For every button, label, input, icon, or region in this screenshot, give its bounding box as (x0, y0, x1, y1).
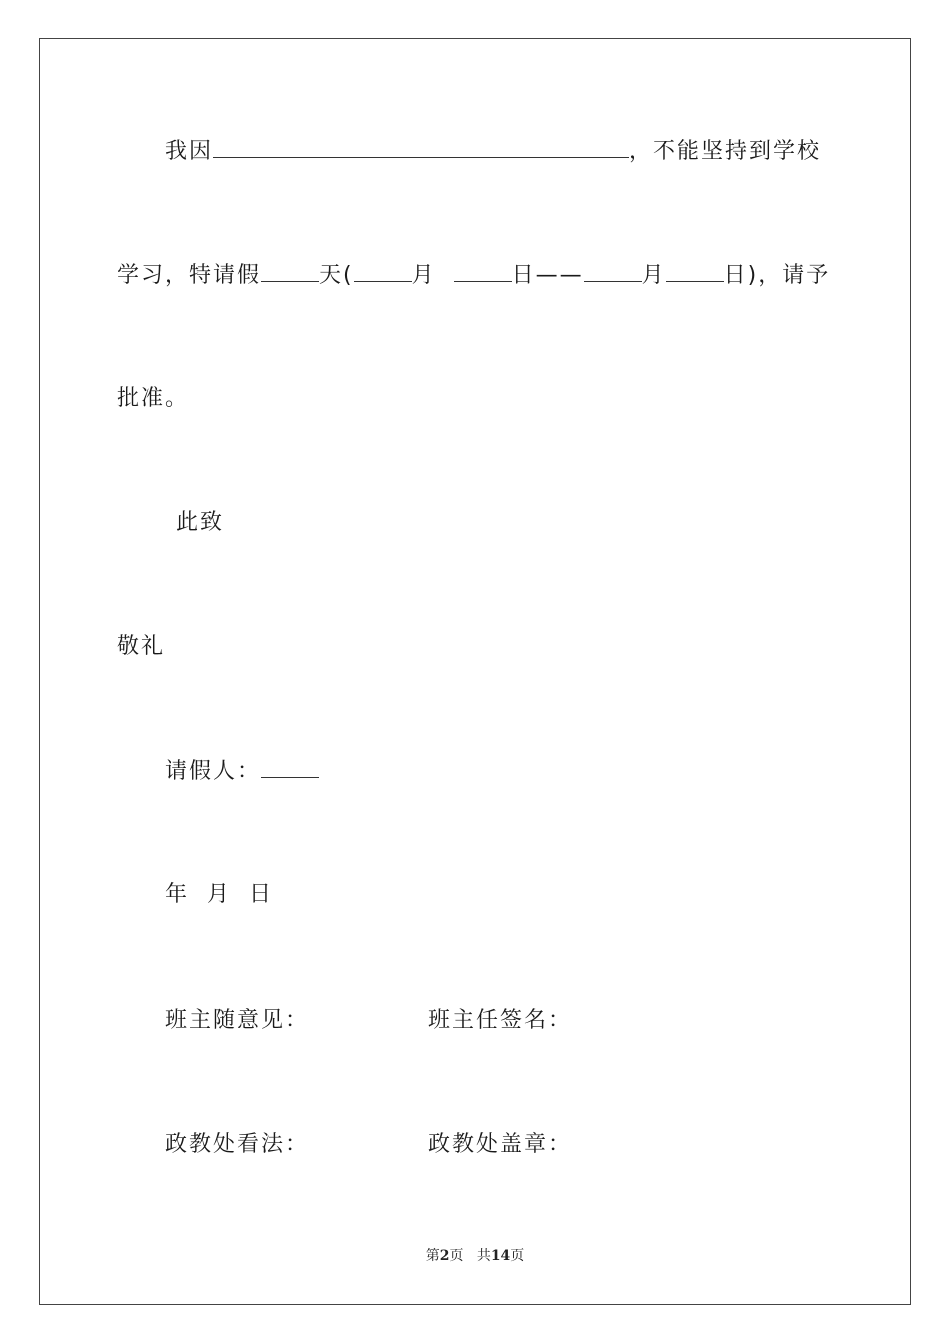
closing-text: 此致 (176, 510, 225, 535)
footer-total-unit: 页 (510, 1248, 525, 1264)
start-month-blank[interactable] (354, 261, 412, 282)
date-line: 年 月 日 (165, 882, 273, 907)
start-day-unit: 日—— (511, 263, 584, 288)
footer-page-number: 2 (439, 1248, 450, 1264)
leave-period-line (117, 261, 830, 290)
footer-prefix: 第 (425, 1248, 440, 1264)
page-border (39, 38, 911, 1305)
teacher-opinion-label: 班主随意见： (165, 1008, 310, 1033)
footer-page-unit: 页 (449, 1248, 464, 1264)
applicant-blank[interactable] (261, 757, 319, 778)
salute-text: 敬礼 (117, 634, 166, 659)
footer-total-number: 14 (490, 1248, 511, 1264)
page-footer (0, 1247, 950, 1265)
reason-prefix: 我因 (165, 139, 214, 164)
days-blank[interactable] (261, 261, 319, 282)
reason-blank[interactable] (213, 137, 629, 158)
footer-total-prefix: 共 (476, 1248, 491, 1264)
days-unit: 天( (319, 263, 354, 288)
end-day-blank[interactable] (666, 261, 724, 282)
applicant-label: 请假人： (165, 759, 262, 784)
end-month-unit: 月 (641, 263, 666, 288)
office-stamp-label: 政教处盖章： (428, 1132, 573, 1157)
approve-line: 批准。 (117, 386, 190, 411)
start-day-blank[interactable] (454, 261, 512, 282)
leave-period-prefix: 学习，特请假 (117, 263, 262, 288)
teacher-sign-label: 班主任签名： (428, 1008, 573, 1033)
end-day-unit: 日)，请予 (723, 263, 831, 288)
office-opinion-label: 政教处看法： (165, 1132, 310, 1157)
applicant-line (165, 757, 319, 786)
end-month-blank[interactable] (584, 261, 642, 282)
reason-line (165, 137, 821, 166)
start-month-unit: 月 (411, 263, 436, 288)
reason-suffix: ，不能坚持到学校 (629, 139, 822, 164)
